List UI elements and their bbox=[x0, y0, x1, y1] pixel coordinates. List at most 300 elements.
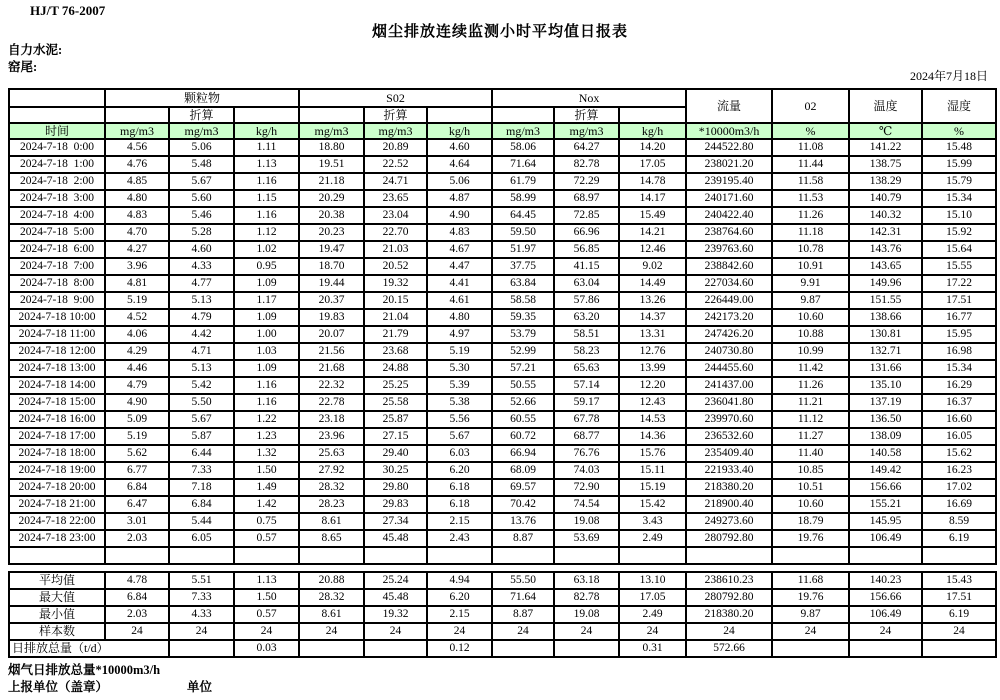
value-cell: 21.79 bbox=[364, 326, 427, 343]
table-row bbox=[9, 275, 996, 292]
value-cell: 27.34 bbox=[364, 513, 427, 530]
value-cell: 12.43 bbox=[619, 394, 686, 411]
value-cell: 21.68 bbox=[299, 360, 364, 377]
value-cell: 24 bbox=[619, 623, 686, 640]
value-cell: 2.03 bbox=[105, 606, 169, 623]
value-cell: 66.96 bbox=[554, 224, 619, 241]
value-cell: 25.63 bbox=[299, 445, 364, 462]
empty-cell bbox=[922, 547, 996, 564]
value-cell: 68.77 bbox=[554, 428, 619, 445]
time-cell: 2024-7-18 22:00 bbox=[9, 513, 105, 530]
value-cell: 0.03 bbox=[234, 640, 299, 657]
value-cell: 64.27 bbox=[554, 139, 619, 156]
value-cell: 13.76 bbox=[492, 513, 554, 530]
value-cell: 132.71 bbox=[849, 343, 922, 360]
value-cell: 8.65 bbox=[299, 530, 364, 547]
value-cell: 4.80 bbox=[427, 309, 492, 326]
value-cell: 4.83 bbox=[105, 207, 169, 224]
value-cell: 24 bbox=[299, 623, 364, 640]
value-cell: 6.84 bbox=[105, 589, 169, 606]
header-blank bbox=[492, 107, 554, 123]
value-cell: 63.84 bbox=[492, 275, 554, 292]
value-cell: 67.78 bbox=[554, 411, 619, 428]
value-cell: 1.13 bbox=[234, 572, 299, 589]
unit-cell: mg/m3 bbox=[105, 123, 169, 139]
empty-cell bbox=[554, 547, 619, 564]
value-cell: 21.18 bbox=[299, 173, 364, 190]
value-cell: 140.58 bbox=[849, 445, 922, 462]
table-row bbox=[9, 394, 996, 411]
value-cell: 16.37 bbox=[922, 394, 996, 411]
value-cell: 218380.20 bbox=[686, 606, 772, 623]
summary-row bbox=[9, 572, 996, 589]
value-cell: 15.92 bbox=[922, 224, 996, 241]
value-cell: 1.09 bbox=[234, 360, 299, 377]
value-cell: 7.33 bbox=[169, 589, 234, 606]
table-row bbox=[9, 207, 996, 224]
value-cell: 27.92 bbox=[299, 462, 364, 479]
value-cell: 1.50 bbox=[234, 462, 299, 479]
table-row bbox=[9, 411, 996, 428]
value-cell: 1.15 bbox=[234, 190, 299, 207]
footer-unit-label: 单位 bbox=[187, 680, 213, 694]
value-cell: 24 bbox=[772, 623, 849, 640]
value-cell: 14.21 bbox=[619, 224, 686, 241]
header-nox: Nox bbox=[492, 89, 686, 107]
value-cell: 1.03 bbox=[234, 343, 299, 360]
value-cell: 8.59 bbox=[922, 513, 996, 530]
value-cell: 23.18 bbox=[299, 411, 364, 428]
value-cell: 27.15 bbox=[364, 428, 427, 445]
value-cell: 9.87 bbox=[772, 292, 849, 309]
value-cell: 11.08 bbox=[772, 139, 849, 156]
value-cell: 138.66 bbox=[849, 309, 922, 326]
value-cell: 61.79 bbox=[492, 173, 554, 190]
time-cell: 2024-7-18 2:00 bbox=[9, 173, 105, 190]
value-cell: 11.21 bbox=[772, 394, 849, 411]
value-cell: 131.66 bbox=[849, 360, 922, 377]
value-cell: 22.32 bbox=[299, 377, 364, 394]
value-cell: 4.79 bbox=[105, 377, 169, 394]
value-cell: 59.50 bbox=[492, 224, 554, 241]
value-cell: 24 bbox=[169, 623, 234, 640]
value-cell: 15.10 bbox=[922, 207, 996, 224]
empty-cell bbox=[849, 547, 922, 564]
value-cell: 17.05 bbox=[619, 156, 686, 173]
value-cell: 1.22 bbox=[234, 411, 299, 428]
value-cell: 12.20 bbox=[619, 377, 686, 394]
time-cell: 2024-7-18 20:00 bbox=[9, 479, 105, 496]
value-cell: 5.13 bbox=[169, 292, 234, 309]
value-cell: 16.05 bbox=[922, 428, 996, 445]
value-cell: 0.57 bbox=[234, 530, 299, 547]
value-cell: 5.46 bbox=[169, 207, 234, 224]
value-cell: 15.34 bbox=[922, 360, 996, 377]
value-cell: 156.66 bbox=[849, 479, 922, 496]
value-cell: 63.18 bbox=[554, 572, 619, 589]
table-row bbox=[9, 258, 996, 275]
value-cell: 8.87 bbox=[492, 606, 554, 623]
value-cell: 4.76 bbox=[105, 156, 169, 173]
time-cell: 2024-7-18 15:00 bbox=[9, 394, 105, 411]
value-cell: 72.90 bbox=[554, 479, 619, 496]
value-cell: 4.64 bbox=[427, 156, 492, 173]
table-row bbox=[9, 479, 996, 496]
value-cell: 12.46 bbox=[619, 241, 686, 258]
daily-total-row bbox=[9, 640, 996, 657]
unit-cell: mg/m3 bbox=[554, 123, 619, 139]
value-cell: 72.29 bbox=[554, 173, 619, 190]
value-cell: 5.56 bbox=[427, 411, 492, 428]
time-cell: 2024-7-18 0:00 bbox=[9, 139, 105, 156]
daily-total-label: 日排放总量（t/d） bbox=[9, 640, 169, 657]
value-cell: 24 bbox=[234, 623, 299, 640]
value-cell: 20.37 bbox=[299, 292, 364, 309]
value-cell: 15.19 bbox=[619, 479, 686, 496]
value-cell: 15.95 bbox=[922, 326, 996, 343]
value-cell bbox=[849, 640, 922, 657]
value-cell: 57.21 bbox=[492, 360, 554, 377]
value-cell: 5.87 bbox=[169, 428, 234, 445]
value-cell: 149.96 bbox=[849, 275, 922, 292]
value-cell: 151.55 bbox=[849, 292, 922, 309]
value-cell: 11.26 bbox=[772, 377, 849, 394]
value-cell: 4.70 bbox=[105, 224, 169, 241]
value-cell: 20.89 bbox=[364, 139, 427, 156]
value-cell: 15.49 bbox=[619, 207, 686, 224]
value-cell: 19.32 bbox=[364, 275, 427, 292]
value-cell: 6.05 bbox=[169, 530, 234, 547]
value-cell: 221933.40 bbox=[686, 462, 772, 479]
value-cell: 11.58 bbox=[772, 173, 849, 190]
unit-cell: mg/m3 bbox=[492, 123, 554, 139]
value-cell: 14.78 bbox=[619, 173, 686, 190]
value-cell: 2.03 bbox=[105, 530, 169, 547]
value-cell: 244455.60 bbox=[686, 360, 772, 377]
value-cell: 25.25 bbox=[364, 377, 427, 394]
value-cell: 239763.60 bbox=[686, 241, 772, 258]
value-cell: 5.06 bbox=[169, 139, 234, 156]
value-cell: 24 bbox=[492, 623, 554, 640]
value-cell bbox=[364, 640, 427, 657]
value-cell: 37.75 bbox=[492, 258, 554, 275]
report-table-wrap bbox=[8, 88, 997, 658]
value-cell: 1.16 bbox=[234, 173, 299, 190]
value-cell: 4.67 bbox=[427, 241, 492, 258]
value-cell: 1.23 bbox=[234, 428, 299, 445]
value-cell: 249273.60 bbox=[686, 513, 772, 530]
value-cell: 4.56 bbox=[105, 139, 169, 156]
value-cell: 8.61 bbox=[299, 606, 364, 623]
value-cell: 4.60 bbox=[427, 139, 492, 156]
value-cell: 4.47 bbox=[427, 258, 492, 275]
value-cell: 4.52 bbox=[105, 309, 169, 326]
value-cell: 60.72 bbox=[492, 428, 554, 445]
value-cell: 18.80 bbox=[299, 139, 364, 156]
value-cell: 145.95 bbox=[849, 513, 922, 530]
value-cell: 5.67 bbox=[427, 428, 492, 445]
empty-cell bbox=[9, 547, 105, 564]
value-cell: 14.20 bbox=[619, 139, 686, 156]
value-cell: 0.12 bbox=[427, 640, 492, 657]
value-cell: 70.42 bbox=[492, 496, 554, 513]
value-cell: 106.49 bbox=[849, 530, 922, 547]
empty-cell bbox=[619, 547, 686, 564]
value-cell: 11.18 bbox=[772, 224, 849, 241]
value-cell: 57.86 bbox=[554, 292, 619, 309]
summary-row bbox=[9, 623, 996, 640]
value-cell: 64.45 bbox=[492, 207, 554, 224]
value-cell: 240422.40 bbox=[686, 207, 772, 224]
report-date: 2024年7月18日 bbox=[909, 69, 988, 83]
value-cell: 156.66 bbox=[849, 589, 922, 606]
header-row-units bbox=[9, 123, 996, 139]
time-cell: 2024-7-18 11:00 bbox=[9, 326, 105, 343]
value-cell: 82.78 bbox=[554, 589, 619, 606]
value-cell: 1.32 bbox=[234, 445, 299, 462]
value-cell: 45.48 bbox=[364, 530, 427, 547]
value-cell: 1.16 bbox=[234, 207, 299, 224]
value-cell: 20.38 bbox=[299, 207, 364, 224]
value-cell: 244522.80 bbox=[686, 139, 772, 156]
value-cell: 58.51 bbox=[554, 326, 619, 343]
value-cell: 25.58 bbox=[364, 394, 427, 411]
value-cell: 28.32 bbox=[299, 589, 364, 606]
value-cell: 4.81 bbox=[105, 275, 169, 292]
summary-row bbox=[9, 606, 996, 623]
summary-rows bbox=[9, 572, 996, 657]
table-row bbox=[9, 428, 996, 445]
table-row bbox=[9, 445, 996, 462]
value-cell: 3.96 bbox=[105, 258, 169, 275]
value-cell: 22.78 bbox=[299, 394, 364, 411]
value-cell: 239195.40 bbox=[686, 173, 772, 190]
value-cell: 30.25 bbox=[364, 462, 427, 479]
value-cell: 13.26 bbox=[619, 292, 686, 309]
value-cell: 140.23 bbox=[849, 572, 922, 589]
value-cell: 143.76 bbox=[849, 241, 922, 258]
value-cell: 2.43 bbox=[427, 530, 492, 547]
time-cell: 2024-7-18 23:00 bbox=[9, 530, 105, 547]
value-cell: 4.90 bbox=[427, 207, 492, 224]
value-cell: 17.05 bbox=[619, 589, 686, 606]
time-cell: 2024-7-18 18:00 bbox=[9, 445, 105, 462]
value-cell: 15.62 bbox=[922, 445, 996, 462]
value-cell: 236532.60 bbox=[686, 428, 772, 445]
value-cell: 4.80 bbox=[105, 190, 169, 207]
value-cell: 280792.80 bbox=[686, 589, 772, 606]
value-cell: 19.44 bbox=[299, 275, 364, 292]
value-cell: 247426.20 bbox=[686, 326, 772, 343]
value-cell: 140.79 bbox=[849, 190, 922, 207]
unit-cell: ℃ bbox=[849, 123, 922, 139]
value-cell: 14.49 bbox=[619, 275, 686, 292]
value-cell: 136.50 bbox=[849, 411, 922, 428]
table-row bbox=[9, 156, 996, 173]
value-cell: 17.22 bbox=[922, 275, 996, 292]
value-cell: 15.99 bbox=[922, 156, 996, 173]
value-cell: 138.75 bbox=[849, 156, 922, 173]
value-cell: 13.10 bbox=[619, 572, 686, 589]
value-cell: 1.42 bbox=[234, 496, 299, 513]
value-cell: 14.37 bbox=[619, 309, 686, 326]
value-cell: 4.06 bbox=[105, 326, 169, 343]
value-cell: 143.65 bbox=[849, 258, 922, 275]
value-cell: 20.23 bbox=[299, 224, 364, 241]
table-row bbox=[9, 377, 996, 394]
empty-cell bbox=[234, 547, 299, 564]
time-cell: 2024-7-18 19:00 bbox=[9, 462, 105, 479]
value-cell: 16.60 bbox=[922, 411, 996, 428]
summary-row bbox=[9, 589, 996, 606]
value-cell: 22.70 bbox=[364, 224, 427, 241]
time-cell: 2024-7-18 8:00 bbox=[9, 275, 105, 292]
time-cell: 2024-7-18 9:00 bbox=[9, 292, 105, 309]
value-cell bbox=[554, 640, 619, 657]
value-cell: 6.84 bbox=[169, 496, 234, 513]
value-cell: 24 bbox=[364, 623, 427, 640]
value-cell: 24 bbox=[427, 623, 492, 640]
header-row-groups bbox=[9, 89, 996, 107]
value-cell: 235409.40 bbox=[686, 445, 772, 462]
value-cell: 24 bbox=[686, 623, 772, 640]
value-cell: 4.94 bbox=[427, 572, 492, 589]
value-cell: 24.88 bbox=[364, 360, 427, 377]
value-cell: 21.56 bbox=[299, 343, 364, 360]
value-cell: 14.17 bbox=[619, 190, 686, 207]
header-blank bbox=[9, 89, 105, 107]
time-cell: 2024-7-18 10:00 bbox=[9, 309, 105, 326]
value-cell: 1.09 bbox=[234, 309, 299, 326]
value-cell: 53.79 bbox=[492, 326, 554, 343]
value-cell: 19.83 bbox=[299, 309, 364, 326]
value-cell: 5.19 bbox=[105, 428, 169, 445]
value-cell: 68.97 bbox=[554, 190, 619, 207]
value-cell: 55.50 bbox=[492, 572, 554, 589]
value-cell: 23.68 bbox=[364, 343, 427, 360]
value-cell: 71.64 bbox=[492, 589, 554, 606]
value-cell: 28.32 bbox=[299, 479, 364, 496]
value-cell: 11.26 bbox=[772, 207, 849, 224]
value-cell: 53.69 bbox=[554, 530, 619, 547]
table-row bbox=[9, 326, 996, 343]
empty-cell bbox=[492, 547, 554, 564]
value-cell: 4.29 bbox=[105, 343, 169, 360]
time-cell: 2024-7-18 17:00 bbox=[9, 428, 105, 445]
value-cell: 21.04 bbox=[364, 309, 427, 326]
value-cell: 10.60 bbox=[772, 309, 849, 326]
unit-cell: mg/m3 bbox=[169, 123, 234, 139]
value-cell: 23.04 bbox=[364, 207, 427, 224]
value-cell: 28.23 bbox=[299, 496, 364, 513]
header-particulate: 颗粒物 bbox=[105, 89, 299, 107]
value-cell: 4.27 bbox=[105, 241, 169, 258]
unit-cell: % bbox=[922, 123, 996, 139]
value-cell: 50.55 bbox=[492, 377, 554, 394]
value-cell: 24.71 bbox=[364, 173, 427, 190]
value-cell: 58.58 bbox=[492, 292, 554, 309]
value-cell: 21.03 bbox=[364, 241, 427, 258]
value-cell: 10.78 bbox=[772, 241, 849, 258]
value-cell: 5.60 bbox=[169, 190, 234, 207]
value-cell: 5.67 bbox=[169, 173, 234, 190]
value-cell: 15.79 bbox=[922, 173, 996, 190]
value-cell: 23.96 bbox=[299, 428, 364, 445]
value-cell: 52.66 bbox=[492, 394, 554, 411]
value-cell: 18.79 bbox=[772, 513, 849, 530]
value-cell: 25.24 bbox=[364, 572, 427, 589]
value-cell bbox=[922, 640, 996, 657]
value-cell: 4.87 bbox=[427, 190, 492, 207]
value-cell: 15.48 bbox=[922, 139, 996, 156]
value-cell: 17.02 bbox=[922, 479, 996, 496]
value-cell: 4.77 bbox=[169, 275, 234, 292]
value-cell: 15.34 bbox=[922, 190, 996, 207]
value-cell: 5.67 bbox=[169, 411, 234, 428]
value-cell: 6.18 bbox=[427, 479, 492, 496]
value-cell: 0.31 bbox=[619, 640, 686, 657]
empty-cell bbox=[299, 547, 364, 564]
time-cell: 2024-7-18 5:00 bbox=[9, 224, 105, 241]
value-cell: 236041.80 bbox=[686, 394, 772, 411]
value-cell: 1.00 bbox=[234, 326, 299, 343]
unit-cell: kg/h bbox=[234, 123, 299, 139]
value-cell: 5.38 bbox=[427, 394, 492, 411]
value-cell: 10.51 bbox=[772, 479, 849, 496]
unit-cell: mg/m3 bbox=[364, 123, 427, 139]
value-cell: 11.44 bbox=[772, 156, 849, 173]
value-cell: 5.19 bbox=[105, 292, 169, 309]
empty-cell bbox=[686, 547, 772, 564]
value-cell: 6.44 bbox=[169, 445, 234, 462]
value-cell: 242173.20 bbox=[686, 309, 772, 326]
value-cell: 1.49 bbox=[234, 479, 299, 496]
value-cell: 13.31 bbox=[619, 326, 686, 343]
value-cell: 19.76 bbox=[772, 589, 849, 606]
value-cell: 11.42 bbox=[772, 360, 849, 377]
header-blank bbox=[427, 107, 492, 123]
value-cell: 5.39 bbox=[427, 377, 492, 394]
value-cell: 155.21 bbox=[849, 496, 922, 513]
value-cell bbox=[772, 640, 849, 657]
value-cell: 20.88 bbox=[299, 572, 364, 589]
empty-cell bbox=[105, 547, 169, 564]
value-cell: 69.57 bbox=[492, 479, 554, 496]
value-cell: 4.46 bbox=[105, 360, 169, 377]
value-cell: 5.19 bbox=[427, 343, 492, 360]
value-cell: 19.76 bbox=[772, 530, 849, 547]
unit-cell: *10000m3/h bbox=[686, 123, 772, 139]
value-cell: 6.77 bbox=[105, 462, 169, 479]
summary-label: 最大值 bbox=[9, 589, 105, 606]
value-cell: 6.19 bbox=[922, 606, 996, 623]
table-row bbox=[9, 173, 996, 190]
value-cell: 10.85 bbox=[772, 462, 849, 479]
value-cell: 572.66 bbox=[686, 640, 772, 657]
time-cell: 2024-7-18 16:00 bbox=[9, 411, 105, 428]
value-cell: 82.78 bbox=[554, 156, 619, 173]
value-cell: 6.18 bbox=[427, 496, 492, 513]
value-cell: 14.53 bbox=[619, 411, 686, 428]
value-cell: 8.87 bbox=[492, 530, 554, 547]
summary-label: 平均值 bbox=[9, 572, 105, 589]
company-name: 自力水泥: bbox=[8, 43, 63, 57]
value-cell bbox=[492, 640, 554, 657]
value-cell: 24 bbox=[922, 623, 996, 640]
value-cell: 239970.60 bbox=[686, 411, 772, 428]
value-cell: 1.16 bbox=[234, 394, 299, 411]
value-cell: 4.42 bbox=[169, 326, 234, 343]
